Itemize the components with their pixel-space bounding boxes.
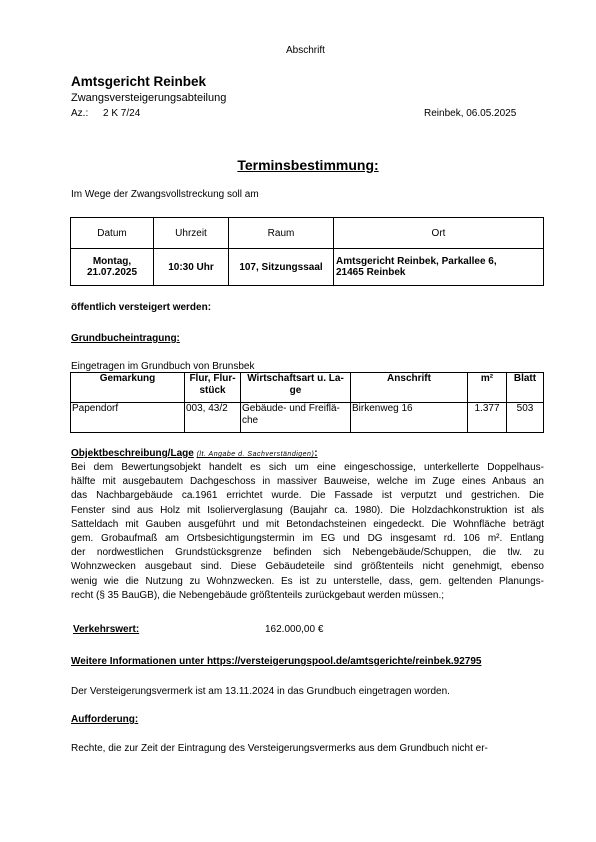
date-weekday: Montag, <box>92 256 132 267</box>
object-line: recht (§ 35 BauGB), die Nebengebäude größtenteils zurückgebaut werden müssen.; <box>71 589 444 601</box>
request-text: Rechte, die zur Zeit der Eintragung des Versteigerungsvermerks aus dem Grundbuch nicht er- <box>71 743 488 754</box>
header-wirtschaft-l1: Wirtschaftsart u. La- <box>247 373 344 384</box>
appointment-table-header <box>71 218 544 249</box>
header-gemarkung: Gemarkung <box>71 373 185 403</box>
registration-note: Der Versteigerungsvermerk ist am 13.11.2024 in das Grundbuch eingetragen worden. <box>71 686 450 697</box>
place-line-2: 21465 Reinbek <box>336 267 406 278</box>
land-register-table <box>70 372 544 433</box>
header-cell-uhrzeit: Uhrzeit <box>154 218 229 249</box>
cell-wirtschaft-l2: che <box>242 415 259 426</box>
intro-text: Im Wege der Zwangsvollstreckung soll am <box>71 189 259 200</box>
market-value-label: Verkehrswert: <box>73 624 140 635</box>
land-register-header <box>71 373 544 403</box>
request-heading: Aufforderung: <box>71 714 139 725</box>
object-heading-note: (lt. Angabe d. Sachverständigen) <box>196 451 315 458</box>
cell-blatt: 503 <box>507 403 544 433</box>
cell-wirtschaft <box>241 403 351 433</box>
cell-room: 107, Sitzungssaal <box>229 249 334 286</box>
market-value: 162.000,00 € <box>265 624 324 635</box>
header-flur-l2: stück <box>199 385 226 396</box>
header-blatt: Blatt <box>507 373 544 403</box>
place-date: Reinbek, 06.05.2025 <box>424 108 517 119</box>
header-wirtschaft <box>241 373 351 403</box>
object-line: das Nachbargebäude ca.1961 errichtet wurde. Die Fassade ist verputzt und gestrichen. Die <box>71 490 544 502</box>
date-value: 21.07.2025 <box>86 267 138 278</box>
object-description-text <box>71 461 544 603</box>
cell-date <box>71 249 154 286</box>
cell-time: 10:30 Uhr <box>154 249 229 286</box>
land-register-intro: Eingetragen im Grundbuch von Brunsbek <box>71 361 255 372</box>
header-cell-raum: Raum <box>229 218 334 249</box>
header-anschrift: Anschrift <box>351 373 468 403</box>
land-register-row <box>71 403 544 433</box>
court-name: Amtsgericht Reinbek <box>71 74 207 89</box>
object-line: wenig wie die Nutzung zu Wohnzwecken. Es ist zu unterstelle, dass, gem. geltenden Planungs- <box>71 575 544 587</box>
cell-qm: 1.377 <box>468 403 507 433</box>
court-department: Zwangsversteigerungsabteilung <box>71 92 227 104</box>
header-flur <box>185 373 241 403</box>
copy-label: Abschrift <box>286 45 325 56</box>
object-line: der nordwestlichen Grundstücksgrenze befinden sich Nebengebäude/Schuppen, die tlw. zu <box>71 547 544 559</box>
object-line: hälfte mit ausgebautem Dachgeschoss in massiver Bauweise, welche im Zuge eines Anbaus an <box>71 476 544 488</box>
object-heading-colon: : <box>314 448 318 459</box>
appointment-table <box>70 217 544 286</box>
header-cell-datum: Datum <box>71 218 154 249</box>
document-title: Terminsbestimmung: <box>237 157 379 173</box>
more-info-link[interactable]: Weitere Informationen unter https://versteigerungspool.de/amtsgerichte/reinbek.92795 <box>71 656 482 667</box>
object-line: Wohnzwecken ausgebaut sind. Diese Gebäudeteile sind größtenteils nicht genehmigt, ebenso <box>71 561 544 573</box>
file-number-label: Az.: <box>71 108 89 119</box>
land-register-heading: Grundbucheintragung: <box>71 333 180 344</box>
cell-gemarkung: Papendorf <box>71 403 185 433</box>
object-line: Bei dem Bewertungsobjekt handelt es sich um eine eingeschossige, unterkellerte Doppelhaus- <box>71 462 544 473</box>
object-line: Fenster sind aus Holz mit Isolierverglasung (Baujahr ca. 1980). Die Holzdachkonstruktion ist als <box>71 504 544 516</box>
cell-place <box>334 249 544 286</box>
sold-statement: öffentlich versteigert werden: <box>71 302 212 313</box>
place-line-1: Amtsgericht Reinbek, Parkallee 6, <box>336 256 497 267</box>
header-qm: m² <box>468 373 507 403</box>
header-cell-ort: Ort <box>334 218 544 249</box>
cell-flur: 003, 43/2 <box>185 403 241 433</box>
appointment-table-row <box>71 249 544 286</box>
object-line: gem. Grobaufmaß am Ortsbesichtigungstermin im EG und DG insgesamt rd. 106 m². Entlang <box>71 532 544 544</box>
object-heading-text: Objektbeschreibung/Lage <box>71 448 194 459</box>
header-flur-l1: Flur, Flur- <box>189 373 236 384</box>
file-number-value: 2 K 7/24 <box>103 108 141 119</box>
object-description-heading <box>71 448 318 459</box>
cell-anschrift: Birkenweg 16 <box>351 403 468 433</box>
cell-wirtschaft-l1: Gebäude- und Freiflä- <box>242 403 340 414</box>
header-wirtschaft-l2: ge <box>289 385 302 396</box>
object-line: Satteldach mit Gauben ausgeführt und mit Betondachsteinen eingedeckt. Die Wohnfläche beträgt <box>71 518 544 530</box>
